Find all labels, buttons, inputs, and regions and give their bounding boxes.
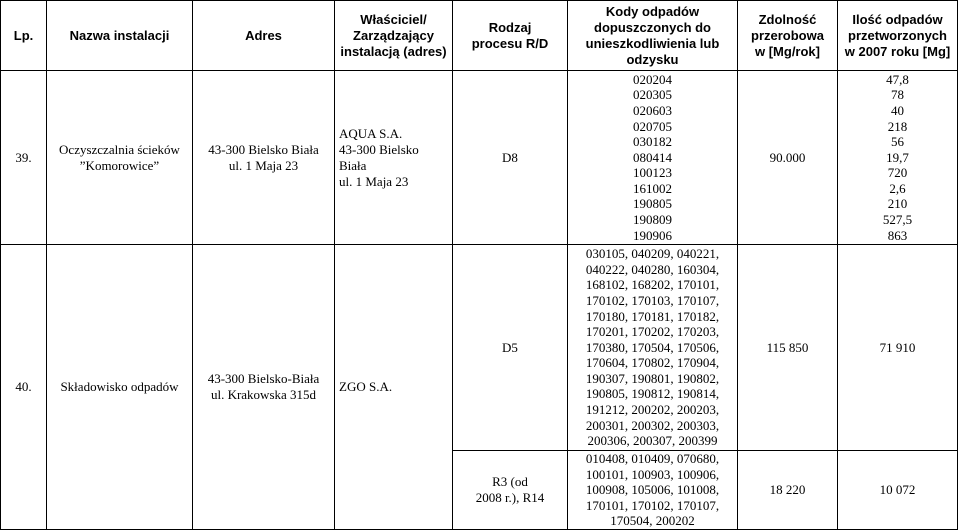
cell-capacity: 90.000: [738, 71, 838, 245]
cell-lp: 39.: [1, 71, 47, 245]
header-codes: Kody odpadów dopuszczonych do unieszkodliwienia lub odzysku: [568, 1, 738, 71]
table-row-40-d5: [1, 245, 958, 451]
cell-address: 43-300 Bielsko Biała ul. 1 Maja 23: [193, 71, 335, 245]
header-row: [1, 1, 958, 71]
table-row-39: [1, 71, 958, 245]
header-owner: Właściciel/ Zarządzający instalacją (adres): [335, 1, 453, 71]
cell-owner: AQUA S.A. 43-300 Bielsko Biała ul. 1 Maja 23: [335, 71, 453, 245]
header-lp: Lp.: [1, 1, 47, 71]
cell-codes: 030105, 040209, 040221, 040222, 040280, 160304, 168102, 168202, 170101, 170102, 170103, 170107, 170180, 170181, 170182, 170201, 170202, 170203, 170380, 170504, 170506, 170604, 170802, 170904, 190307, 190801, 190802, 190805, 190812, 190814, 191212, 200202, 200203, 200301, 200302, 200303, 200306, 200307, 200399: [568, 245, 738, 451]
cell-name: Składowisko odpadów: [47, 245, 193, 530]
cell-process: D5: [453, 245, 568, 451]
cell-processed: 71 910: [838, 245, 958, 451]
cell-lp: 40.: [1, 245, 47, 530]
cell-name: Oczyszczalnia ścieków ”Komorowice”: [47, 71, 193, 245]
cell-codes: 010408, 010409, 070680, 100101, 100903, 100906, 100908, 105006, 101008, 170101, 170102, 170107, 170504, 200202: [568, 451, 738, 530]
header-address: Adres: [193, 1, 335, 71]
header-capacity: Zdolność przerobowa w [Mg/rok]: [738, 1, 838, 71]
cell-capacity: 115 850: [738, 245, 838, 451]
cell-owner: ZGO S.A.: [335, 245, 453, 530]
cell-capacity: 18 220: [738, 451, 838, 530]
cell-processed: 10 072: [838, 451, 958, 530]
cell-processed: 47,8 78 40 218 56 19,7 720 2,6 210 527,5 863: [838, 71, 958, 245]
cell-process: D8: [453, 71, 568, 245]
header-process: Rodzaj procesu R/D: [453, 1, 568, 71]
header-processed: Ilość odpadów przetworzonych w 2007 roku [Mg]: [838, 1, 958, 71]
header-name: Nazwa instalacji: [47, 1, 193, 71]
cell-process: R3 (od 2008 r.), R14: [453, 451, 568, 530]
cell-codes: 020204 020305 020603 020705 030182 080414 100123 161002 190805 190809 190906: [568, 71, 738, 245]
cell-address: 43-300 Bielsko-Biała ul. Krakowska 315d: [193, 245, 335, 530]
